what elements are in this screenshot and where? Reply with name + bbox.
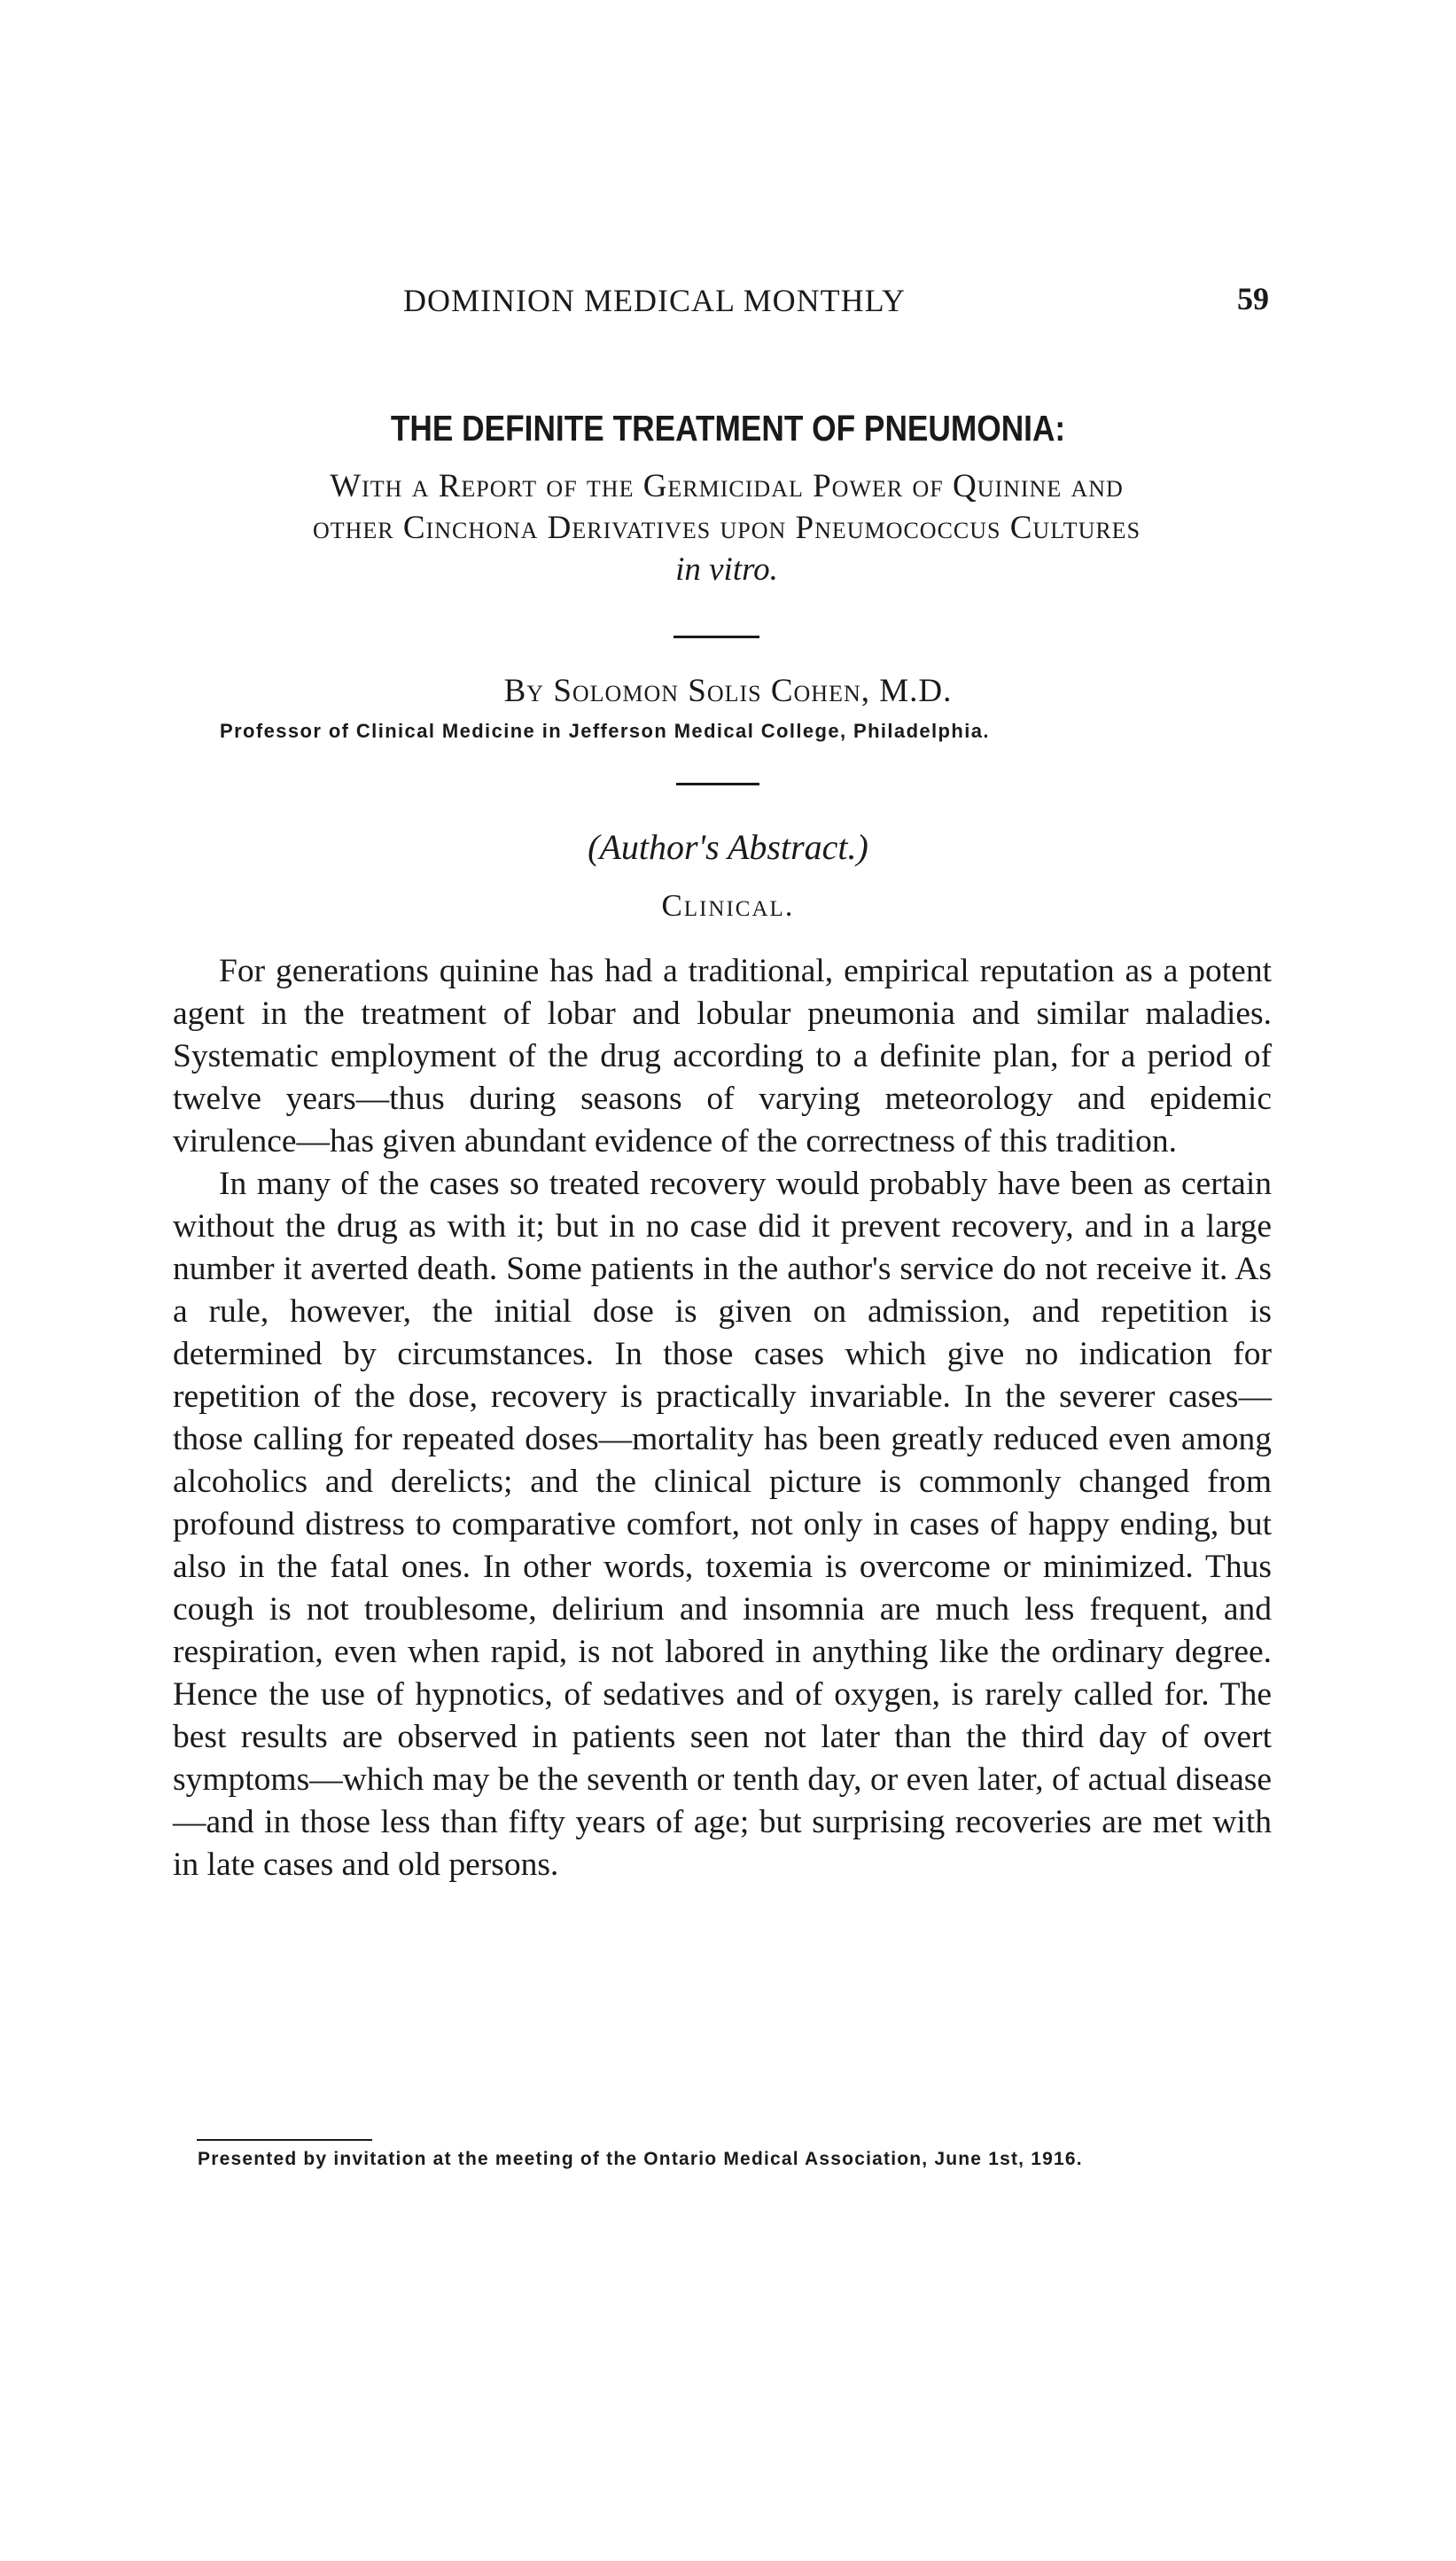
section-heading: Clinical. [661,888,795,923]
page-number: 59 [1237,281,1269,316]
byline-divider [676,783,759,785]
article-subtitle [142,465,1312,590]
abstract-label: (Author's Abstract.) [588,827,868,867]
author-affiliation: Professor of Clinical Medicine in Jefferson Medical College, Philadelphia. [220,720,990,742]
footnote: Presented by invitation at the meeting of the Ontario Medical Association, June 1st, 1916. [198,2149,1083,2169]
subtitle-line-1: With a Report of the Germicidal Power of Quinine and [330,468,1124,504]
title-divider [673,636,759,638]
author-byline: By Solomon Solis Cohen, M.D. [503,673,953,709]
subtitle-line-2: other Cinchona Derivatives upon Pneumococcus Cultures [312,510,1141,546]
running-head: DOMINION MEDICAL MONTHLY [403,283,907,318]
paragraph-1: For generations quinine has had a traditional, empirical reputation as a potent agent in the treatment of lobar and lobular pneumonia and similar maladies. Systematic employment of the drug according to a definite plan, for a period of twelve years—thus during seasons of varying meteorology and epidemic virulence—has given abundant evidence of the correctness of this tradition. [173,953,1272,1159]
article-body [173,950,1272,1886]
footnote-divider [197,2139,372,2141]
subtitle-line-3: in vitro. [675,551,778,588]
paragraph-2: In many of the cases so treated recovery would probably have been as certain without the drug as with it; but in no case did it prevent recovery, and in a large number it averted death. Some patients in the author's service do not receive it. As a rule, however, the initial dose is given on admission, and repetition is determined by circumstances. In those cases which give no indication for repetition of the dose, recovery is practically invariable. In the severer cases—those calling for repeated doses—mortality has been greatly reduced even among alcoholics and derelicts; and the clinical picture is commonly changed from profound distress to comparative comfort, not only in cases of happy ending, but also in the fatal ones. In other words, toxemia is overcome or minimized. Thus cough is not troublesome, delirium and insomnia are much less frequent, and respiration, even when rapid, is not labored in anything like the ordinary degree. Hence the use of hypnotics, of sedatives and of oxygen, is rarely called for. The best results are observed in patients seen not later than the third day of overt symptoms—which may be the seventh or tenth day, or even later, of actual disease—and in those less than fifty years of age; but surprising recoveries are met with in late cases and old persons. [173,1166,1272,1883]
article-title: THE DEFINITE TREATMENT OF PNEUMONIA: [390,408,1066,449]
